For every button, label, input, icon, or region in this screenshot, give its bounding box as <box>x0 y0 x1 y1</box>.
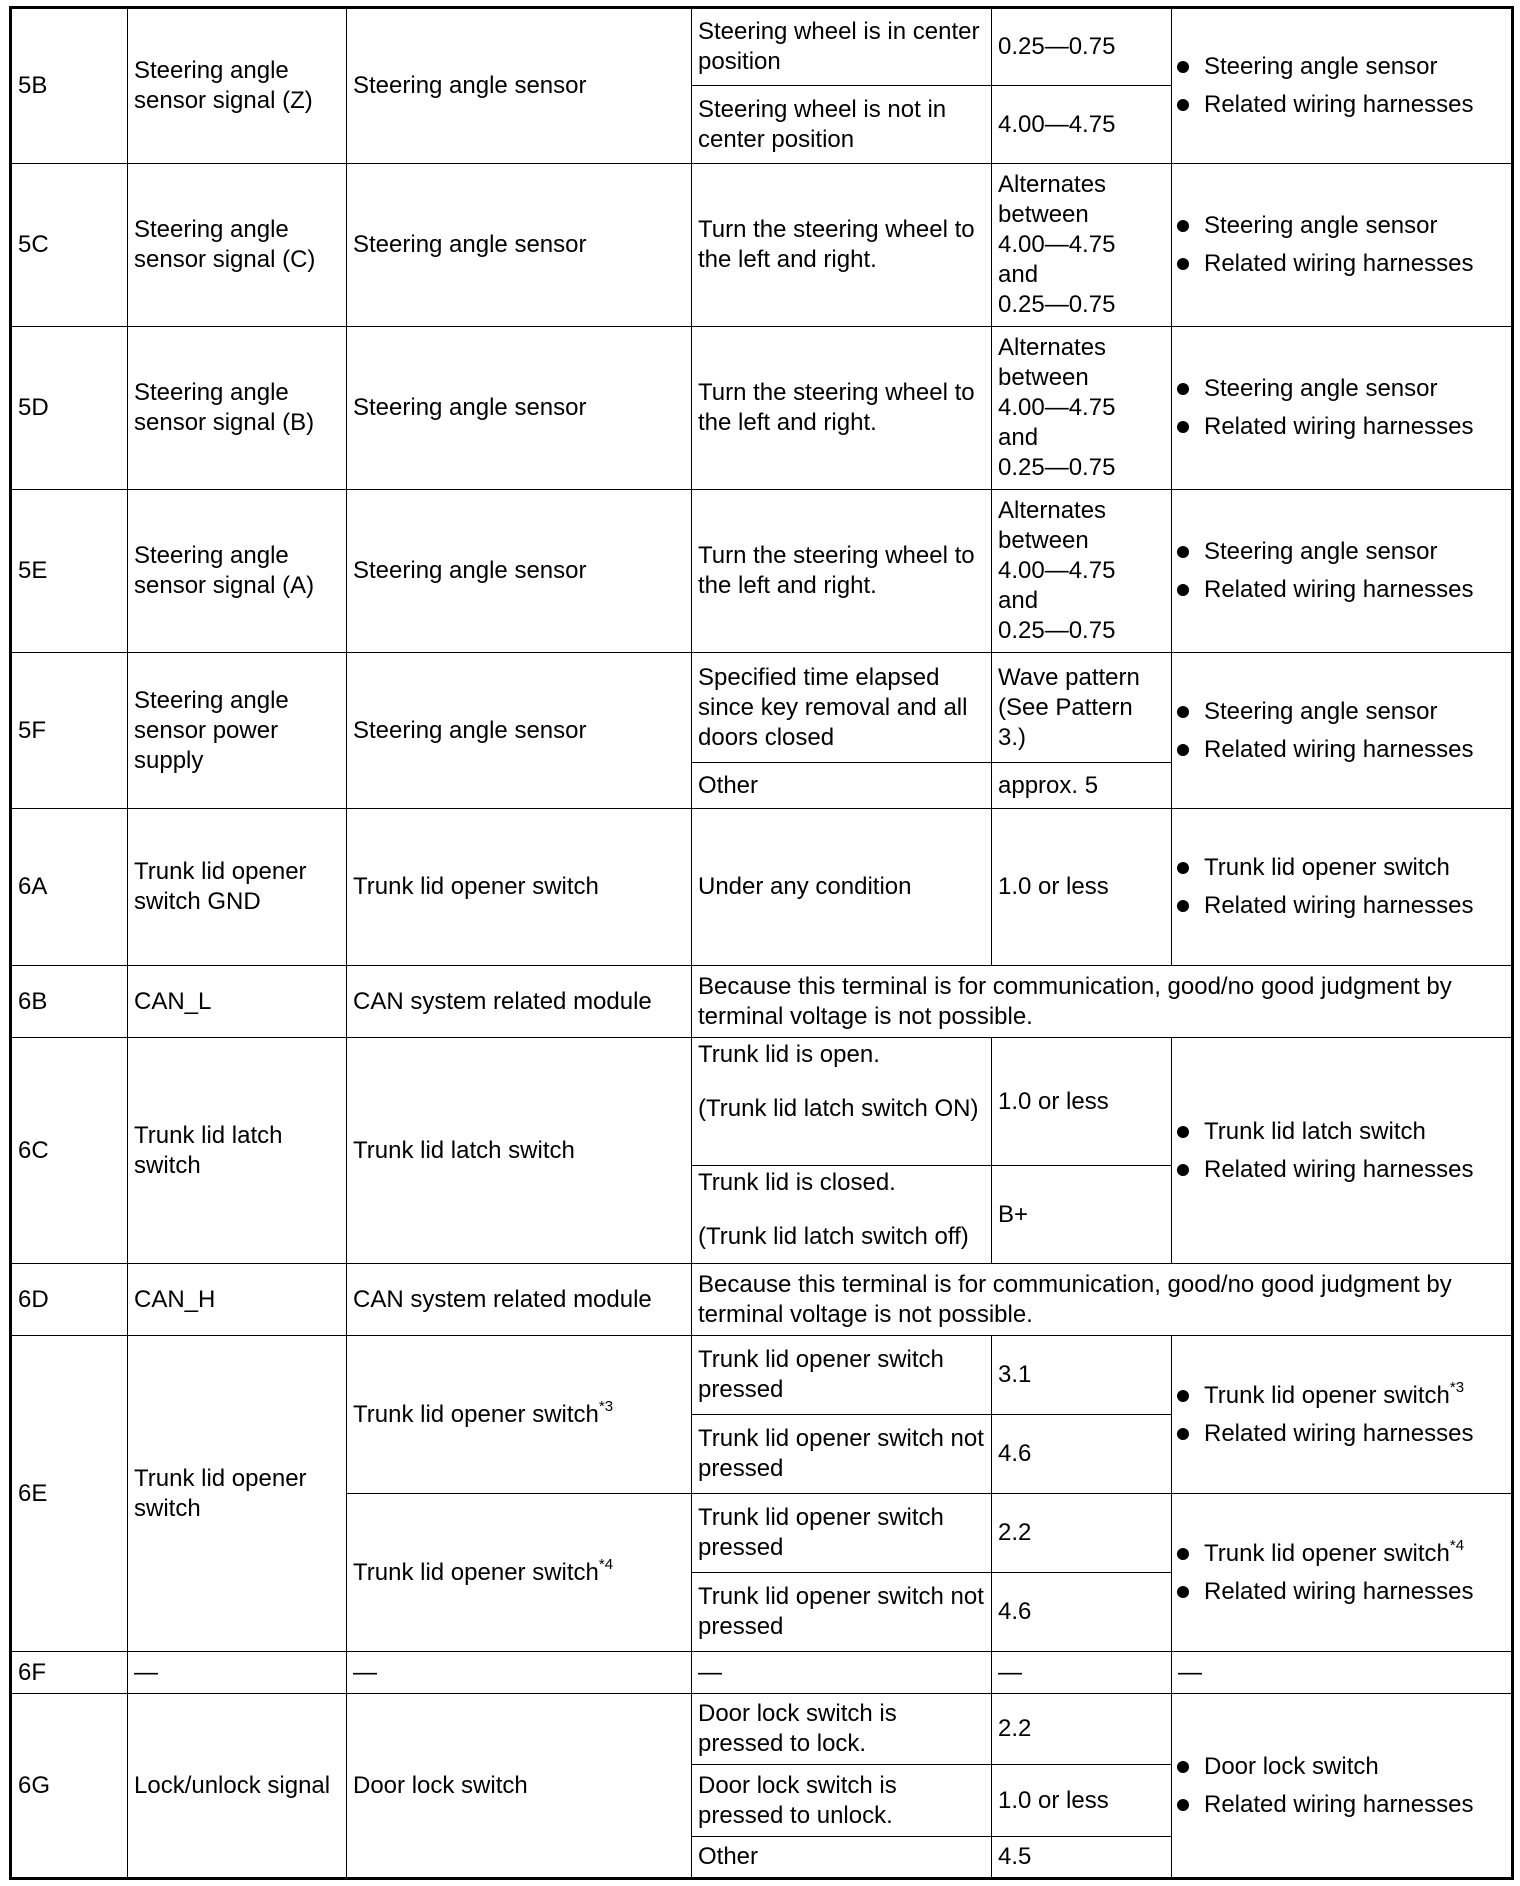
terminal-cell: 6B <box>11 966 128 1038</box>
inspection-item-text: Trunk lid opener switch <box>1204 1539 1450 1567</box>
condition-cell: Trunk lid opener switch not pressed <box>692 1573 992 1652</box>
inspection-item: Related wiring harnesses <box>1204 90 1505 120</box>
table-row <box>11 1038 1513 1166</box>
condition-cell: Door lock switch is pressed to unlock. <box>692 1765 992 1837</box>
input-output-text: Trunk lid opener switch <box>353 1400 599 1428</box>
terminal-cell: 5D <box>11 327 128 490</box>
signal-name-cell: CAN_L <box>128 966 347 1038</box>
value-line: between <box>998 364 1089 391</box>
condition-cell: — <box>692 1652 992 1694</box>
value-cell: 1.0 or less <box>992 1038 1172 1166</box>
value-cell: 4.00—4.75 <box>992 86 1172 164</box>
signal-name-cell: Trunk lid opener switch GND <box>128 809 347 966</box>
inspection-item-cell: — <box>1172 1652 1513 1694</box>
inspection-item: Steering angle sensor <box>1204 52 1505 82</box>
inspection-item: Door lock switch <box>1204 1752 1505 1782</box>
inspection-item: Steering angle sensor <box>1204 211 1505 241</box>
terminal-cell: 6D <box>11 1264 128 1336</box>
inspection-item: Related wiring harnesses <box>1204 891 1505 921</box>
value-cell: 1.0 or less <box>992 809 1172 966</box>
inspection-item: Related wiring harnesses <box>1204 1790 1505 1820</box>
condition-cell: Trunk lid opener switch pressed <box>692 1494 992 1573</box>
input-output-cell: — <box>347 1652 692 1694</box>
table-row <box>11 490 1513 653</box>
condition-cell: Steering wheel is in center position <box>692 8 992 86</box>
input-output-text: Trunk lid opener switch <box>353 1558 599 1586</box>
inspection-item: Steering angle sensor <box>1204 537 1505 567</box>
value-line: Alternates <box>998 171 1107 198</box>
input-output-cell: Steering angle sensor <box>347 327 692 490</box>
inspection-item: Related wiring harnesses <box>1204 735 1505 765</box>
inspection-item-text: Trunk lid opener switch <box>1204 1381 1450 1409</box>
value-cell <box>992 164 1172 327</box>
value-line: 4.00—4.75 <box>998 231 1116 258</box>
value-line: between <box>998 201 1089 228</box>
condition-line: Trunk lid is closed. <box>698 1169 896 1196</box>
inspection-item: Related wiring harnesses <box>1204 412 1505 442</box>
footnote-mark: *3 <box>598 1397 614 1415</box>
inspection-item-cell <box>1172 8 1513 164</box>
value-line: 0.25—0.75 <box>998 454 1116 481</box>
signal-name-cell: Lock/unlock signal <box>128 1694 347 1879</box>
table-row <box>11 966 1513 1038</box>
value-cell: 2.2 <box>992 1494 1172 1573</box>
inspection-item: Steering angle sensor <box>1204 697 1505 727</box>
condition-subline: (Trunk lid latch switch off) <box>698 1223 969 1250</box>
condition-cell <box>692 1166 992 1264</box>
table-row <box>11 1264 1513 1336</box>
value-line: 0.25—0.75 <box>998 291 1116 318</box>
terminal-table-wrapper <box>9 6 1511 1880</box>
input-output-cell: Steering angle sensor <box>347 653 692 809</box>
table-row <box>11 809 1513 966</box>
value-line: between <box>998 527 1089 554</box>
condition-cell: Other <box>692 1837 992 1879</box>
condition-cell: Turn the steering wheel to the left and right. <box>692 490 992 653</box>
signal-name-cell: Steering angle sensor signal (C) <box>128 164 347 327</box>
condition-cell: Trunk lid opener switch pressed <box>692 1336 992 1415</box>
signal-name-cell: Steering angle sensor signal (Z) <box>128 8 347 164</box>
signal-name-cell: Steering angle sensor power supply <box>128 653 347 809</box>
inspection-item: Trunk lid latch switch <box>1204 1117 1505 1147</box>
inspection-item-cell <box>1172 1494 1513 1652</box>
condition-cell: Under any condition <box>692 809 992 966</box>
terminal-cell: 6C <box>11 1038 128 1264</box>
inspection-item: Trunk lid opener switch <box>1204 853 1505 883</box>
condition-line: Trunk lid is open. <box>698 1041 880 1068</box>
terminal-cell: 6E <box>11 1336 128 1652</box>
inspection-item: Related wiring harnesses <box>1204 1419 1505 1449</box>
signal-name-cell: Trunk lid latch switch <box>128 1038 347 1264</box>
table-row <box>11 1652 1513 1694</box>
value-cell: B+ <box>992 1166 1172 1264</box>
condition-cell <box>692 1038 992 1166</box>
value-cell: Wave pattern (See Pattern 3.) <box>992 653 1172 763</box>
inspection-item <box>1204 1378 1505 1411</box>
table-row <box>11 1336 1513 1415</box>
inspection-item: Steering angle sensor <box>1204 374 1505 404</box>
terminal-cell: 6A <box>11 809 128 966</box>
inspection-item-cell <box>1172 327 1513 490</box>
input-output-cell <box>347 1336 692 1494</box>
table-row <box>11 8 1513 86</box>
table-row <box>11 653 1513 763</box>
value-line: Alternates <box>998 334 1107 361</box>
value-line: 4.00—4.75 <box>998 394 1116 421</box>
condition-cell: Specified time elapsed since key removal and all doors closed <box>692 653 992 763</box>
terminal-inspection-table <box>9 6 1514 1880</box>
input-output-cell: Trunk lid latch switch <box>347 1038 692 1264</box>
terminal-cell: 5E <box>11 490 128 653</box>
input-output-cell: CAN system related module <box>347 1264 692 1336</box>
value-cell: 1.0 or less <box>992 1765 1172 1837</box>
communication-note-cell: Because this terminal is for communication, good/no good judgment by terminal voltage is not possible. <box>692 966 1513 1038</box>
signal-name-cell: Steering angle sensor signal (A) <box>128 490 347 653</box>
value-cell: 4.6 <box>992 1573 1172 1652</box>
value-line: and <box>998 261 1039 288</box>
signal-name-cell: CAN_H <box>128 1264 347 1336</box>
table-row <box>11 1694 1513 1765</box>
terminal-cell: 5F <box>11 653 128 809</box>
inspection-item-cell <box>1172 1038 1513 1264</box>
value-cell <box>992 490 1172 653</box>
terminal-cell: 6G <box>11 1694 128 1879</box>
condition-cell: Door lock switch is pressed to lock. <box>692 1694 992 1765</box>
inspection-item-cell <box>1172 490 1513 653</box>
inspection-item: Related wiring harnesses <box>1204 1577 1505 1607</box>
condition-cell: Turn the steering wheel to the left and right. <box>692 327 992 490</box>
inspection-item-cell <box>1172 653 1513 809</box>
value-cell: 4.5 <box>992 1837 1172 1879</box>
value-line: 4.00—4.75 <box>998 557 1116 584</box>
communication-note-cell: Because this terminal is for communication, good/no good judgment by terminal voltage is not possible. <box>692 1264 1513 1336</box>
value-cell: 4.6 <box>992 1415 1172 1494</box>
input-output-cell: Steering angle sensor <box>347 490 692 653</box>
inspection-item-cell <box>1172 1336 1513 1494</box>
condition-cell: Steering wheel is not in center position <box>692 86 992 164</box>
value-line: and <box>998 424 1039 451</box>
value-line: Alternates <box>998 497 1107 524</box>
inspection-item-cell <box>1172 809 1513 966</box>
inspection-item-cell <box>1172 1694 1513 1879</box>
input-output-cell: CAN system related module <box>347 966 692 1038</box>
value-cell: 0.25—0.75 <box>992 8 1172 86</box>
footnote-mark: *4 <box>1449 1536 1465 1554</box>
footnote-mark: *3 <box>1449 1378 1465 1396</box>
condition-cell: Turn the steering wheel to the left and right. <box>692 164 992 327</box>
value-line: and <box>998 587 1039 614</box>
signal-name-cell: Trunk lid opener switch <box>128 1336 347 1652</box>
inspection-item: Related wiring harnesses <box>1204 249 1505 279</box>
footnote-mark: *4 <box>598 1555 614 1573</box>
condition-subline: (Trunk lid latch switch ON) <box>698 1095 979 1122</box>
terminal-cell: 5C <box>11 164 128 327</box>
inspection-item-cell <box>1172 164 1513 327</box>
input-output-cell: Trunk lid opener switch <box>347 809 692 966</box>
value-cell: approx. 5 <box>992 763 1172 809</box>
value-line: 0.25—0.75 <box>998 617 1116 644</box>
input-output-cell: Steering angle sensor <box>347 8 692 164</box>
condition-cell: Other <box>692 763 992 809</box>
inspection-item <box>1204 1536 1505 1569</box>
condition-cell: Trunk lid opener switch not pressed <box>692 1415 992 1494</box>
inspection-item: Related wiring harnesses <box>1204 1155 1505 1185</box>
value-cell: — <box>992 1652 1172 1694</box>
input-output-cell: Steering angle sensor <box>347 164 692 327</box>
table-row <box>11 327 1513 490</box>
terminal-cell: 5B <box>11 8 128 164</box>
signal-name-cell: Steering angle sensor signal (B) <box>128 327 347 490</box>
value-cell: 3.1 <box>992 1336 1172 1415</box>
value-cell: 2.2 <box>992 1694 1172 1765</box>
input-output-cell <box>347 1494 692 1652</box>
inspection-item: Related wiring harnesses <box>1204 575 1505 605</box>
table-row <box>11 164 1513 327</box>
terminal-cell: 6F <box>11 1652 128 1694</box>
value-cell <box>992 327 1172 490</box>
signal-name-cell: — <box>128 1652 347 1694</box>
input-output-cell: Door lock switch <box>347 1694 692 1879</box>
